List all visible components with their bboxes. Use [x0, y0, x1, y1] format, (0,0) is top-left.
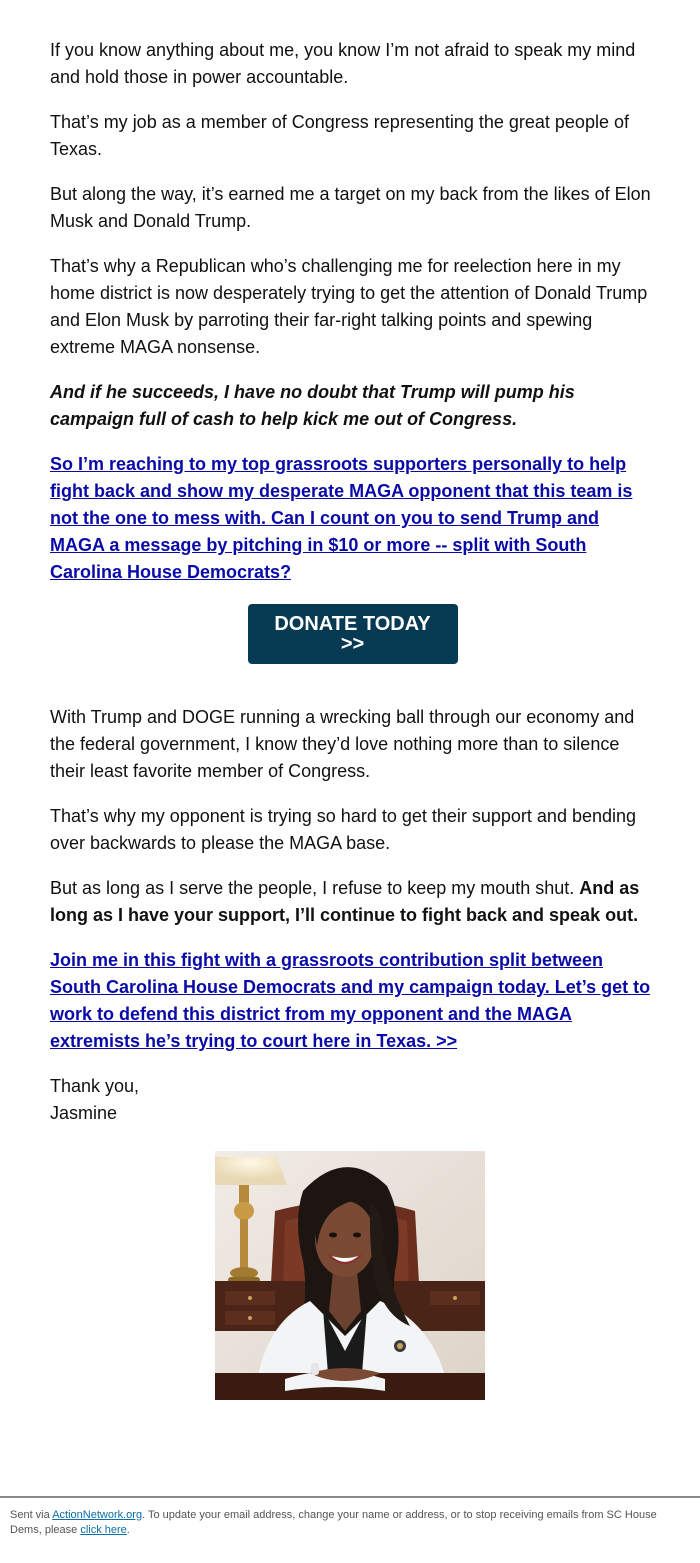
action-network-link[interactable]: ActionNetwork.org: [52, 1509, 143, 1521]
portrait-photo: [215, 1151, 485, 1400]
donate-today-button[interactable]: [248, 604, 458, 664]
serve-bold-text: And as long as I have your support, I’ll continue to fight back and speak out.: [50, 878, 640, 925]
paragraph-opponent: That’s why a Republican who’s challenging me for reelection here in my home district is now desperately trying to get the attention of Donald Trump and Elon Musk by parroting their far-right talking points and spewing extreme MAGA nonsense.: [50, 256, 648, 357]
email-footer: [0, 1496, 700, 1563]
join-fight-link[interactable]: Join me in this fight with a grassroots contribution split between South Carolina House Democrats and my campaign today. Let’s get to work to defend this district from my opponent and the MAGA extremists he’s trying to court here in Texas. >>: [50, 950, 651, 1051]
paragraph-emphasis: And if he succeeds, I have no doubt that Trump will pump his campaign full of cash to help kick me out of Congress.: [50, 382, 575, 429]
paragraph-link-1: [50, 451, 655, 586]
serve-text: But as long as I serve the people, I refuse to keep my mouth shut.: [50, 878, 580, 898]
paragraph-intro: If you know anything about me, you know I’m not afraid to speak my mind and hold those in power accountable.: [50, 40, 636, 87]
footer-suffix: .: [126, 1524, 130, 1536]
donate-button-label: DONATE TODAY: [274, 613, 431, 635]
paragraph-doge: With Trump and DOGE running a wrecking ball through our economy and the federal government, I know they’d love nothing more than to silence their least favorite member of Congress.: [50, 707, 635, 781]
unsubscribe-click-here-link[interactable]: click here: [80, 1524, 127, 1536]
footer-middle: . To update your email address, change your name or address, or to stop receiving emails from SC House Dems, please: [10, 1509, 657, 1536]
paragraph-serve: [50, 875, 655, 929]
donate-button-arrows: >>: [340, 633, 365, 655]
portrait-image-icon: [215, 1151, 485, 1400]
paragraph-target: But along the way, it’s earned me a target on my back from the likes of Elon Musk and Donald Trump.: [50, 184, 651, 231]
paragraph-support: That’s why my opponent is trying so hard to get their support and bending over backwards to please the MAGA base.: [50, 806, 637, 853]
donate-button-container: [50, 604, 655, 664]
signoff: [50, 1073, 655, 1127]
paragraph-job: That’s my job as a member of Congress representing the great people of Texas.: [50, 112, 629, 159]
signoff-thanks: Thank you,: [50, 1076, 140, 1096]
footer-prefix: Sent via: [10, 1509, 53, 1521]
donate-appeal-link[interactable]: So I’m reaching to my top grassroots supporters personally to help fight back and show my desperate MAGA opponent that this team is not the one to mess with. Can I count on you to send Trump and MAGA a message by pitching in $10 or more -- split with South Carolina House Democrats?: [50, 454, 633, 582]
paragraph-link-2: [50, 947, 655, 1055]
email-body: [50, 37, 655, 1145]
signoff-name: Jasmine: [50, 1103, 118, 1123]
